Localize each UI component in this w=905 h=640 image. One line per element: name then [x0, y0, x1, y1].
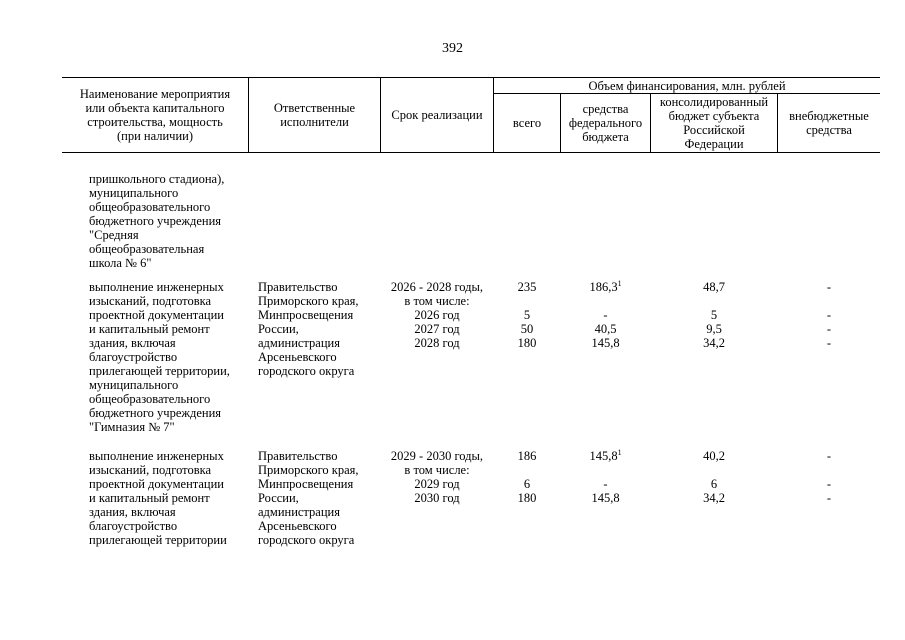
value-cell: [778, 463, 880, 477]
footnote-mark: 1: [617, 448, 622, 457]
header-regional: [651, 94, 777, 152]
header-responsible: [249, 78, 380, 152]
value-cell: [494, 294, 560, 308]
row-0-name: [89, 172, 224, 270]
value-cell: 145,8: [591, 491, 620, 505]
value-cell: [561, 294, 650, 308]
value-cell: -: [603, 477, 608, 491]
row-1-regional: [651, 280, 777, 350]
header-text: исполнители: [280, 115, 349, 129]
value-cell: 6: [523, 477, 531, 491]
header-federal: [561, 94, 650, 152]
value-cell: 5: [710, 308, 718, 322]
text-line: Минпросвещения: [258, 308, 354, 322]
value-cell: -: [826, 308, 832, 322]
row-2-extrabudget: [778, 449, 880, 505]
text-line: выполнение инженерных: [89, 280, 224, 294]
header-text: бюджета: [582, 130, 629, 144]
value-cell: 180: [517, 491, 537, 505]
text-line: общеобразовательного: [89, 200, 211, 214]
text-line: 2026 - 2028 годы,: [390, 280, 484, 294]
header-extrabudget: [778, 94, 880, 152]
text-line: 2029 - 2030 годы,: [390, 449, 484, 463]
page-number: 392: [442, 41, 463, 56]
text-line: "Гимназия № 7": [89, 420, 175, 434]
row-2-name: [89, 449, 227, 547]
value-cell: [561, 463, 650, 477]
text-line: Арсеньевского: [258, 519, 337, 533]
value-cell: [561, 280, 650, 294]
text-line: общеобразовательного: [89, 392, 211, 406]
text-line: в том числе:: [404, 463, 470, 477]
row-1-term: [381, 280, 493, 350]
header-text: Объем финансирования, млн. рублей: [588, 78, 786, 93]
value-text: 186,3: [589, 280, 618, 294]
text-line: общеобразовательная: [89, 242, 205, 256]
value-cell: 48,7: [703, 280, 725, 294]
value-cell: 34,2: [703, 336, 725, 350]
header-name: [62, 78, 248, 152]
text-line: в том числе:: [404, 294, 470, 308]
row-2-federal: [561, 449, 650, 505]
text-line: 2026 год: [414, 308, 460, 322]
header-text: бюджет субъекта: [668, 109, 760, 123]
text-line: изысканий, подготовка: [89, 463, 212, 477]
text-line: России,: [258, 322, 299, 336]
header-text: Наименование мероприятия: [79, 87, 231, 101]
text-line: и капитальный ремонт: [89, 491, 210, 505]
row-1-total: [494, 280, 560, 350]
row-2-regional: [651, 449, 777, 505]
text-line: пришкольного стадиона),: [89, 172, 225, 186]
header-term: [381, 78, 493, 152]
value-cell: 5: [523, 308, 531, 322]
value-cell: 235: [517, 280, 537, 294]
value-cell: -: [826, 280, 832, 294]
text-line: 2028 год: [414, 336, 460, 350]
text-line: прилегающей территории: [89, 533, 227, 547]
text-line: благоустройство: [89, 350, 178, 364]
value-cell: [651, 463, 777, 477]
row-2-responsible: [258, 449, 359, 547]
text-line: "Средняя: [89, 228, 139, 242]
value-cell: 34,2: [703, 491, 725, 505]
value-cell: -: [826, 491, 832, 505]
row-1-federal: [561, 280, 650, 350]
header-bottom-rule: [62, 152, 880, 153]
text-line: проектной документации: [89, 477, 224, 491]
text-line: Правительство: [258, 280, 338, 294]
header-text: всего: [512, 116, 542, 130]
header-text: Российской: [683, 123, 745, 137]
text-line: Приморского края,: [258, 294, 359, 308]
text-line: здания, включая: [89, 505, 176, 519]
value-cell: [494, 463, 560, 477]
value-cell: 40,2: [703, 449, 725, 463]
value-cell: [778, 294, 880, 308]
value-cell: -: [826, 336, 832, 350]
text-line: 2027 год: [414, 322, 460, 336]
text-line: 2030 год: [414, 491, 460, 505]
text-line: выполнение инженерных: [89, 449, 224, 463]
value-cell: 145,8: [591, 336, 620, 350]
value-cell: -: [826, 449, 832, 463]
text-line: администрация: [258, 336, 340, 350]
row-2-term: [381, 449, 493, 505]
text-line: администрация: [258, 505, 340, 519]
text-line: муниципального: [89, 378, 179, 392]
row-1-name: [89, 280, 230, 434]
row-1-extrabudget: [778, 280, 880, 350]
text-line: Минпросвещения: [258, 477, 354, 491]
text-line: бюджетного учреждения: [89, 406, 222, 420]
text-line: городского округа: [258, 364, 355, 378]
text-line: проектной документации: [89, 308, 224, 322]
text-line: Правительство: [258, 449, 338, 463]
value-cell: 50: [520, 322, 534, 336]
value-cell: -: [603, 308, 608, 322]
text-line: Арсеньевского: [258, 350, 337, 364]
header-text: консолидированный: [659, 95, 769, 109]
text-line: Приморского края,: [258, 463, 359, 477]
text-line: изысканий, подготовка: [89, 294, 212, 308]
value-cell: 9,5: [706, 322, 722, 336]
header-text: или объекта капитального: [85, 101, 225, 115]
header-total: [494, 94, 560, 152]
footnote-mark: 1: [617, 279, 622, 288]
header-text: строительства, мощность: [87, 115, 223, 129]
text-line: городского округа: [258, 533, 355, 547]
header-text: средства: [806, 123, 852, 137]
header-text: Федерации: [684, 137, 744, 151]
row-1-responsible: [258, 280, 359, 378]
text-line: 2029 год: [414, 477, 460, 491]
value-cell: -: [826, 322, 832, 336]
text-line: благоустройство: [89, 519, 178, 533]
value-cell: 40,5: [594, 322, 617, 336]
value-cell: -: [826, 477, 832, 491]
text-line: и капитальный ремонт: [89, 322, 210, 336]
value-cell: [651, 294, 777, 308]
header-text: федерального: [568, 116, 643, 130]
row-2-total: [494, 449, 560, 505]
header-funding-title: [494, 78, 880, 93]
value-cell: 6: [710, 477, 718, 491]
value-text: 145,8: [589, 449, 618, 463]
text-line: бюджетного учреждения: [89, 214, 222, 228]
header-text: средства: [582, 102, 629, 116]
header-text: Ответственные: [273, 101, 356, 115]
value-cell: 186: [517, 449, 537, 463]
text-line: России,: [258, 491, 299, 505]
value-cell: [561, 449, 650, 463]
text-line: школа № 6": [89, 256, 152, 270]
text-line: муниципального: [89, 186, 179, 200]
value-cell: 180: [517, 336, 537, 350]
text-line: здания, включая: [89, 336, 176, 350]
text-line: прилегающей территории,: [89, 364, 230, 378]
header-text: внебюджетные: [789, 109, 869, 123]
header-text: Срок реализации: [391, 108, 483, 122]
header-text: (при наличии): [116, 129, 194, 143]
